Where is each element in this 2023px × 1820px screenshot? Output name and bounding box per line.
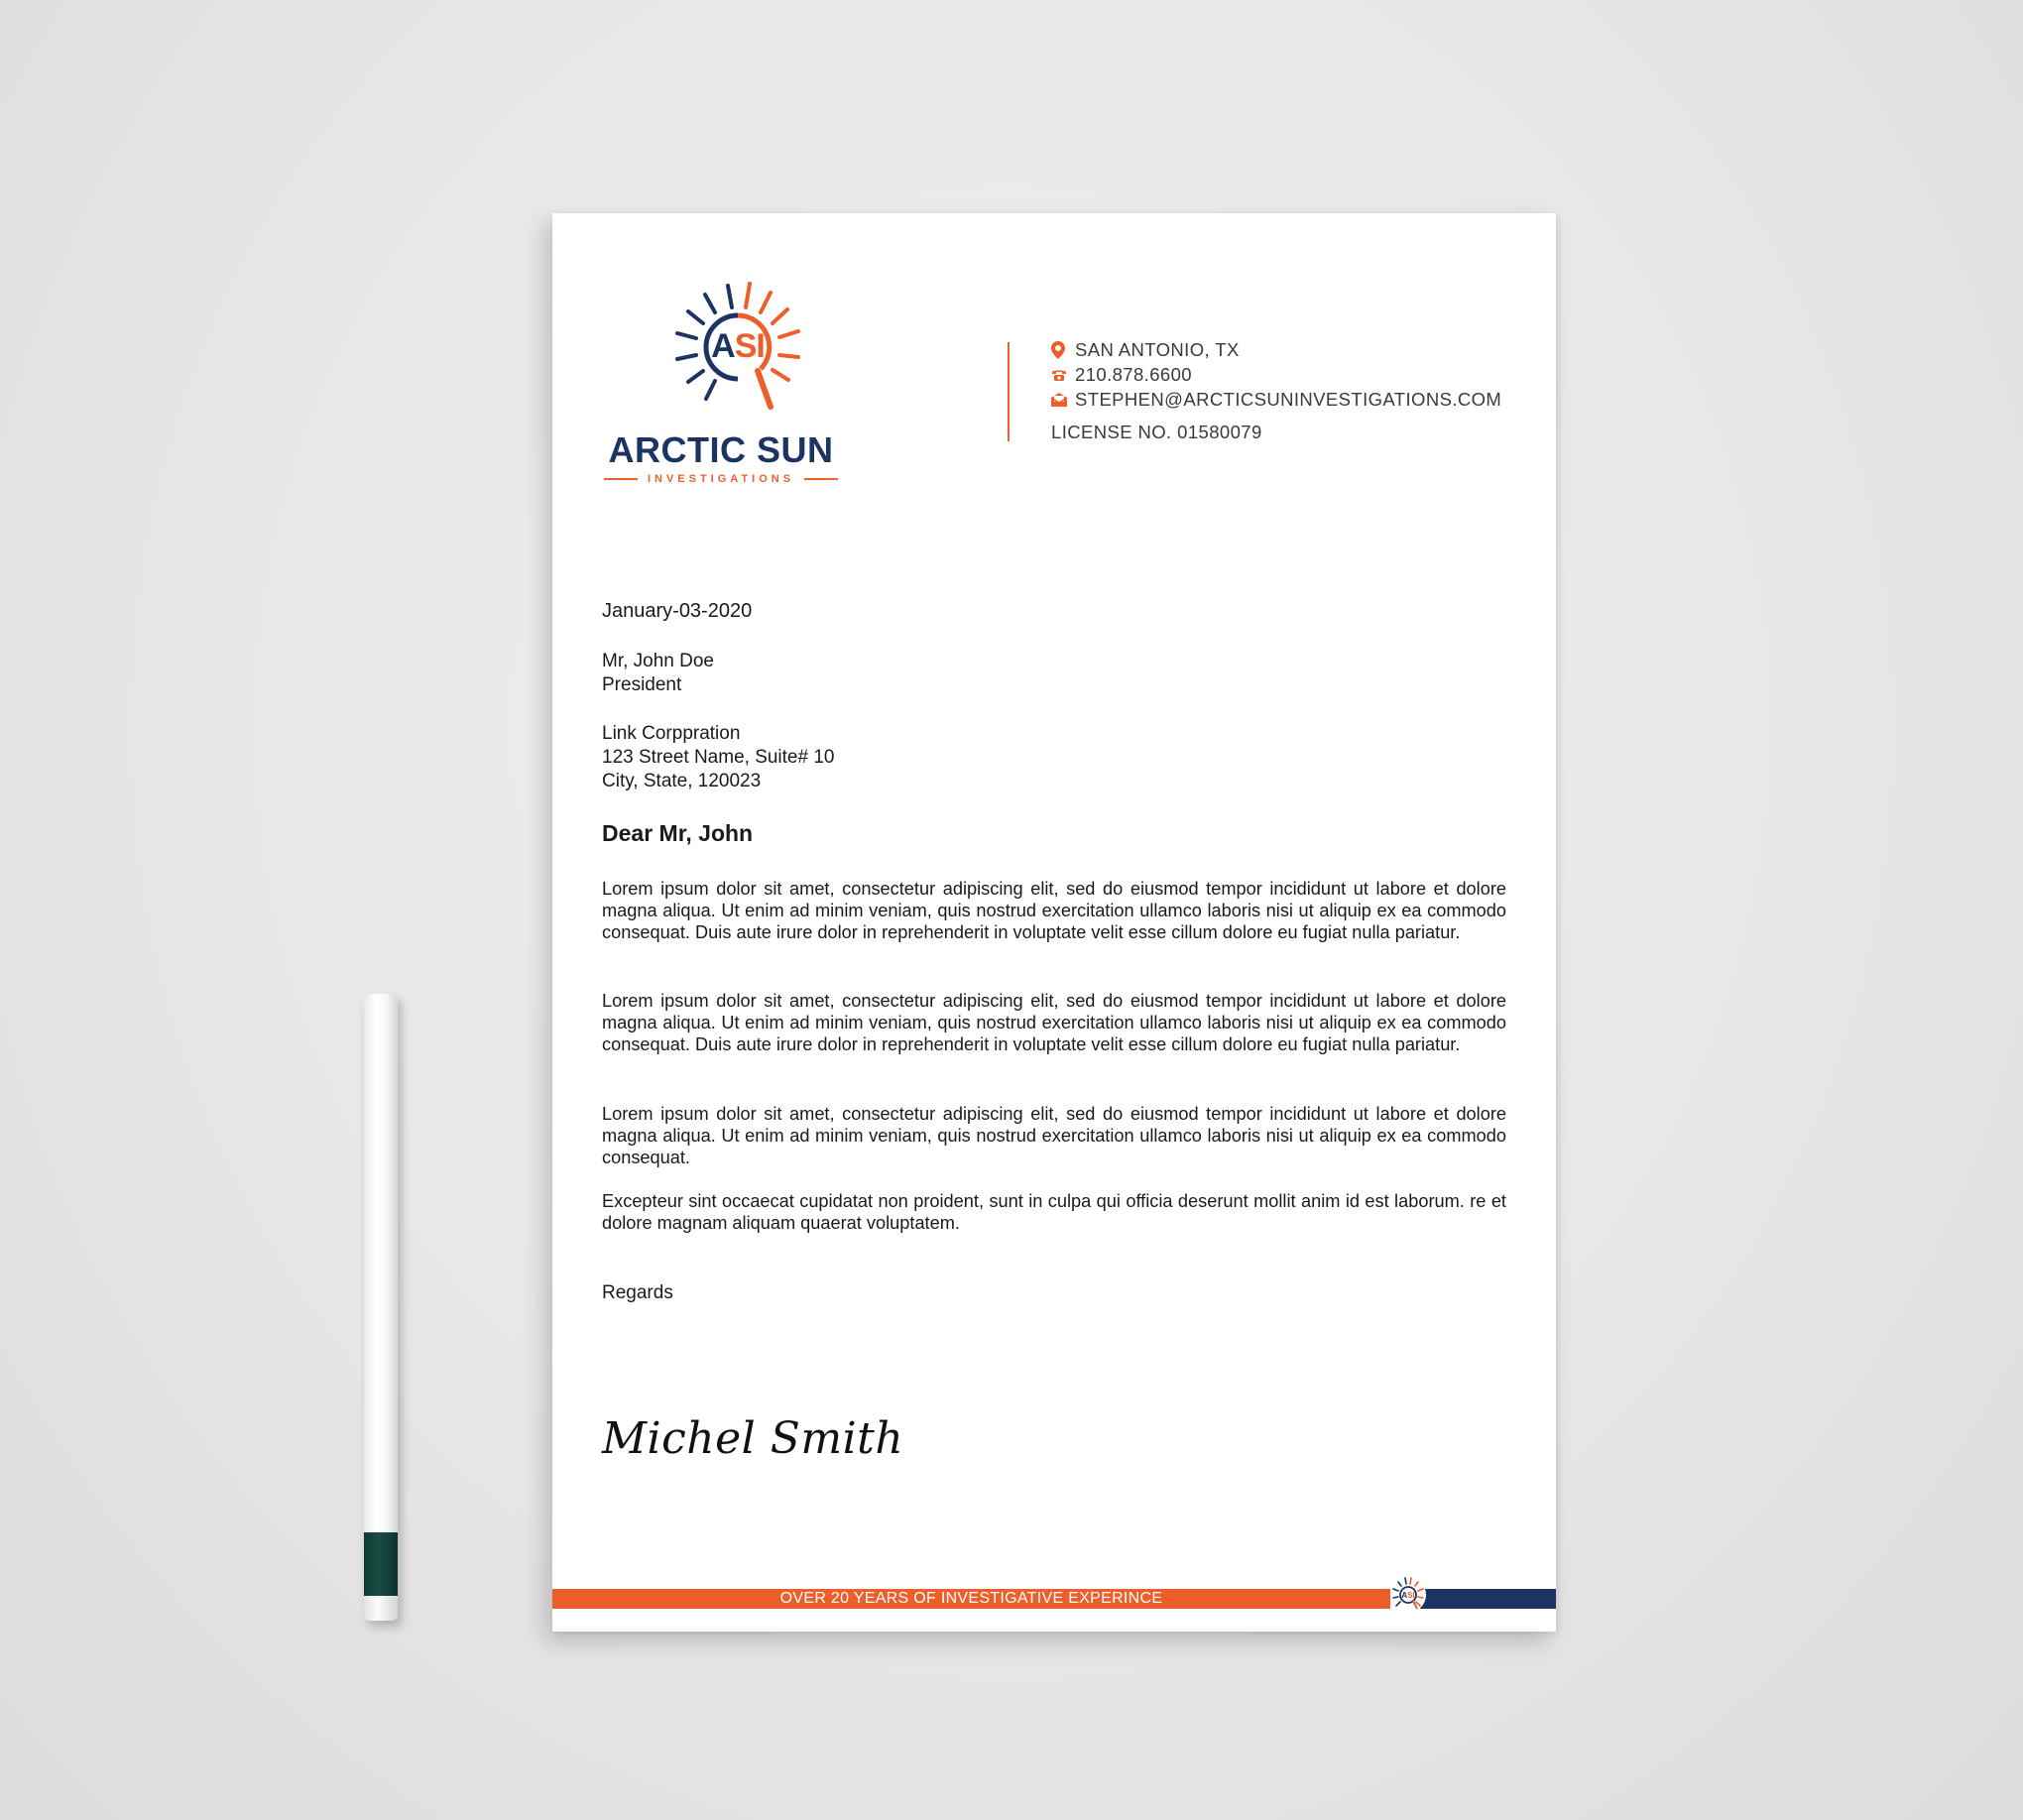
salutation: Dear Mr, John — [602, 820, 754, 846]
recipient-address — [602, 722, 1506, 793]
footer-bar — [552, 1589, 1556, 1609]
contact-email — [1051, 387, 1501, 412]
phone-text: 210.878.6600 — [1075, 363, 1192, 385]
license-number: LICENSE NO. 01580079 — [1051, 422, 1262, 442]
contact-location — [1051, 337, 1501, 362]
body-paragraph: Excepteur sint occaecat cupidatat non proident, sunt in culpa qui officia deserunt mollit anim id est laborum. re et dolore magnam aliquam quaerat voluptatem. — [602, 1191, 1506, 1233]
svg-text:ASI: ASI — [1401, 1591, 1415, 1600]
brand-name: ARCTIC SUN — [608, 429, 834, 470]
tagline-rule-left — [604, 478, 638, 480]
email-icon — [1051, 393, 1075, 407]
svg-text:ASI: ASI — [711, 327, 765, 365]
contact-block — [1051, 337, 1501, 443]
recipient-name: Mr, John Doe — [602, 651, 714, 671]
sun-magnifier-logo-icon — [658, 268, 817, 426]
location-text: SAN ANTONIO, TX — [1075, 338, 1240, 360]
header-divider — [1008, 342, 1010, 441]
footer-tagline: OVER 20 YEARS OF INVESTIGATIVE EXPERINCE — [779, 1590, 1163, 1607]
tagline-rule-right — [804, 478, 838, 480]
pen-band — [364, 1532, 398, 1596]
letterhead-paper — [552, 213, 1556, 1632]
body-paragraph: Lorem ipsum dolor sit amet, consectetur adipiscing elit, sed do eiusmod tempor incididunt ut labore et dolore magna aliqua. Ut enim ad minim veniam, quis nostrud exercitation ullamco laboris nisi ut aliquip ex ea commodo consequat. Duis aute irure dolor in reprehenderit in voluptate velit esse cillum dolore eu fugiat nulla pariatur. — [602, 991, 1506, 1054]
body-paragraph: Lorem ipsum dolor sit amet, consectetur adipiscing elit, sed do eiusmod tempor incididunt ut labore et dolore magna aliqua. Ut enim ad minim veniam, quis nostrud exercitation ullamco laboris nisi ut aliquip ex ea commodo consequat. Duis aute irure dolor in reprehenderit in voluptate velit esse cillum dolore eu fugiat nulla pariatur. — [602, 879, 1506, 942]
body-paragraph: Lorem ipsum dolor sit amet, consectetur adipiscing elit, sed do eiusmod tempor incididunt ut labore et dolore magna aliqua. Ut enim ad minim veniam, quis nostrud exercitation ullamco laboris nisi ut aliquip ex ea commodo consequat. — [602, 1104, 1506, 1167]
contact-phone — [1051, 362, 1501, 387]
city-state-zip: City, State, 120023 — [602, 771, 762, 791]
company-name: Link Corppration — [602, 723, 741, 744]
brand-tagline-text: INVESTIGATIONS — [647, 473, 795, 485]
pen-tip — [364, 1596, 398, 1621]
brand-tagline — [604, 469, 838, 489]
letter-date: January-03-2020 — [602, 600, 753, 622]
location-pin-icon — [1051, 341, 1075, 359]
email-text: STEPHEN@ARCTICSUNINVESTIGATIONS.COM — [1075, 388, 1502, 410]
company-logo — [599, 268, 847, 441]
closing: Regards — [602, 1282, 673, 1303]
phone-icon — [1051, 369, 1075, 381]
recipient-title: President — [602, 674, 682, 695]
footer-navy-band — [1420, 1589, 1556, 1609]
signature: Michel Smith — [602, 1413, 904, 1464]
pen-prop — [364, 994, 398, 1621]
footer-logo-icon — [1388, 1575, 1428, 1615]
street-address: 123 Street Name, Suite# 10 — [602, 747, 835, 768]
recipient-block — [602, 650, 1506, 697]
